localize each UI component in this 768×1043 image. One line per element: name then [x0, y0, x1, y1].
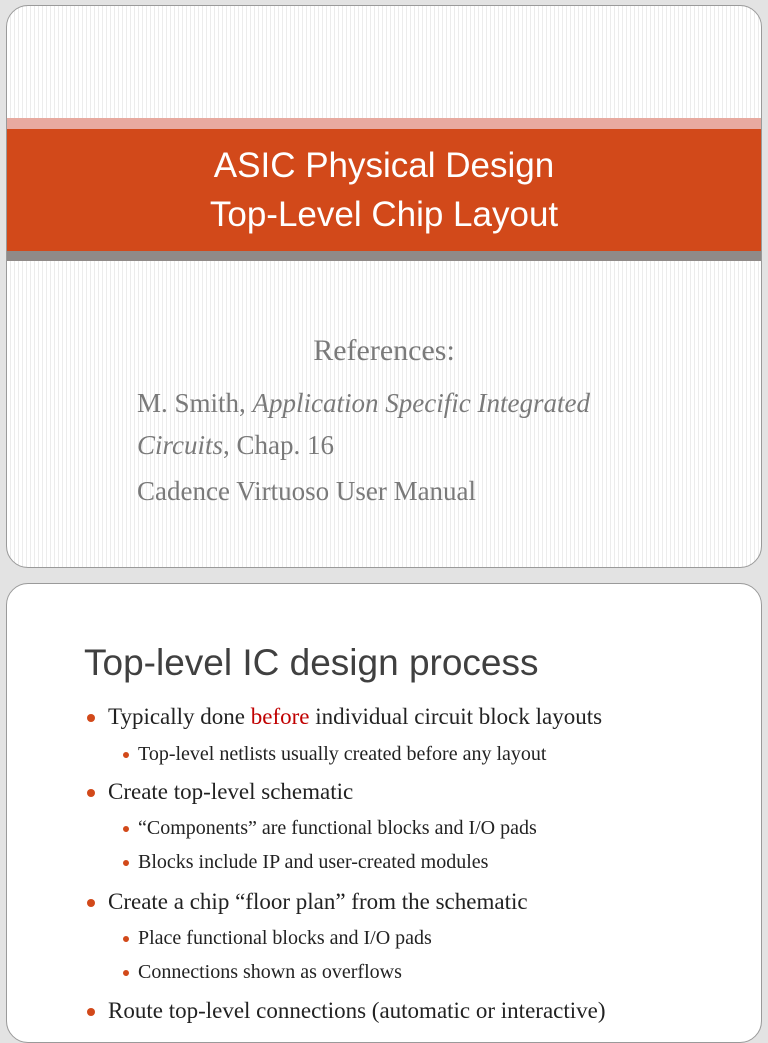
bullet-dot-icon	[87, 789, 95, 797]
bullet-item	[108, 889, 528, 915]
reference-chapter: , Chap. 16	[223, 430, 335, 460]
title-slide	[6, 5, 762, 568]
sub-bullet-text: Top-level netlists usually created before any layout	[138, 743, 547, 765]
bullet-text: Route top-level connections (automatic or interactive)	[108, 998, 606, 1023]
sub-bullet-text: Connections shown as overflows	[138, 961, 402, 983]
sub-bullet-text: Place functional blocks and I/O pads	[138, 927, 432, 949]
bullet-text-cont: individual circuit block layouts	[309, 704, 603, 729]
sub-bullet-dot-icon	[123, 826, 129, 832]
sub-bullet-dot-icon	[123, 936, 129, 942]
reference-line-1	[137, 388, 590, 419]
sub-bullet-item	[138, 743, 546, 766]
slide-title-line-1: ASIC Physical Design	[213, 146, 555, 185]
bullet-text: Create top-level schematic	[108, 779, 354, 804]
bullet-item	[108, 704, 602, 730]
bullet-item	[108, 779, 353, 805]
content-slide	[6, 583, 762, 1043]
bullet-text: Typically done	[108, 704, 251, 729]
reference-author: M. Smith,	[137, 388, 253, 418]
bullet-dot-icon	[87, 1008, 95, 1016]
title-banner	[7, 129, 761, 251]
slide-heading: Top-level IC design process	[84, 642, 539, 683]
reference-book-title-cont: Circuits	[137, 430, 224, 460]
reference-book-title: Application Specific Integrated	[252, 388, 590, 418]
sub-bullet-text: Blocks include IP and user-created modules	[138, 851, 489, 873]
sub-bullet-dot-icon	[123, 970, 129, 976]
references-heading: References:	[313, 334, 455, 367]
bullet-text: Create a chip “floor plan” from the schematic	[108, 889, 528, 914]
bullet-dot-icon	[87, 714, 95, 722]
sub-bullet-item	[138, 927, 432, 950]
sub-bullet-dot-icon	[123, 752, 129, 758]
bullet-dot-icon	[87, 899, 95, 907]
sub-bullet-item	[138, 961, 402, 984]
accent-stripe	[7, 118, 761, 129]
reference-line-3: Cadence Virtuoso User Manual	[137, 476, 477, 506]
slide-title-line-2: Top-Level Chip Layout	[209, 195, 559, 234]
divider-stripe	[7, 251, 761, 261]
sub-bullet-dot-icon	[123, 860, 129, 866]
sub-bullet-text: “Components” are functional blocks and I/O pads	[138, 817, 537, 839]
reference-line-2	[137, 430, 334, 461]
bullet-item	[108, 998, 606, 1024]
sub-bullet-item	[138, 817, 537, 840]
sub-bullet-item	[138, 851, 488, 874]
highlighted-word: before	[250, 704, 310, 729]
